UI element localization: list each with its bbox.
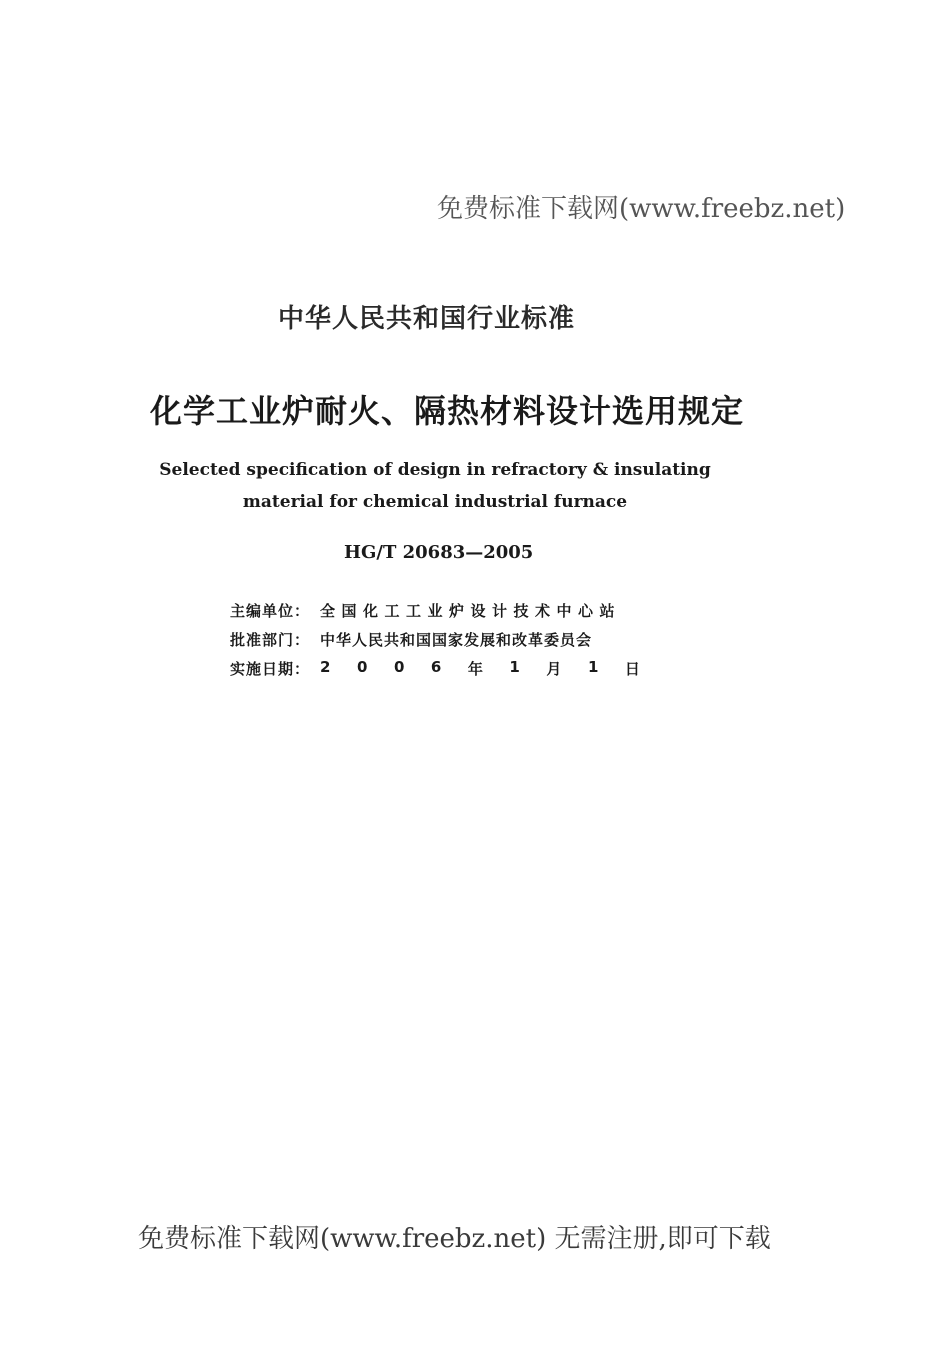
approver-value: 中华人民共和国国家发展和改革委员会 — [320, 631, 593, 649]
date-part: 2 — [320, 658, 331, 676]
document-title-chinese: 化学工业炉耐火、隔热材料设计选用规定 — [150, 392, 745, 430]
title-english-line-2: material for chemical industrial furnace — [242, 492, 628, 512]
date-part: 1 — [587, 658, 599, 676]
standard-code: HG/T 20683—2005 — [344, 542, 534, 563]
editor-label: 主编单位： — [230, 602, 311, 620]
date-part: 年 — [467, 660, 483, 678]
watermark-bottom: 免费标准下载网(www.freebz.net) 无需注册,即可下载 — [138, 1224, 771, 1254]
date-part: 0 — [356, 658, 368, 676]
date-label: 实施日期： — [230, 660, 311, 678]
date-row — [230, 654, 640, 683]
date-part: 1 — [509, 658, 520, 676]
approver-label: 批准部门： — [230, 631, 311, 649]
watermark-top: 免费标准下载网(www.freebz.net) — [437, 194, 846, 224]
title-english-line-1: Selected specification of design in refractory & insulating — [159, 460, 711, 480]
date-part: 0 — [393, 658, 405, 676]
editor-value: 全国化工工业炉设计技术中心站 — [320, 602, 622, 620]
publication-info — [230, 596, 640, 683]
date-value — [320, 658, 640, 679]
industry-standard-label: 中华人民共和国行业标准 — [278, 304, 576, 334]
approver-row — [230, 625, 640, 654]
date-part: 日 — [624, 660, 640, 678]
editor-row — [230, 596, 640, 625]
date-part: 6 — [430, 658, 442, 676]
document-title-english — [120, 454, 750, 518]
date-part: 月 — [546, 660, 562, 678]
